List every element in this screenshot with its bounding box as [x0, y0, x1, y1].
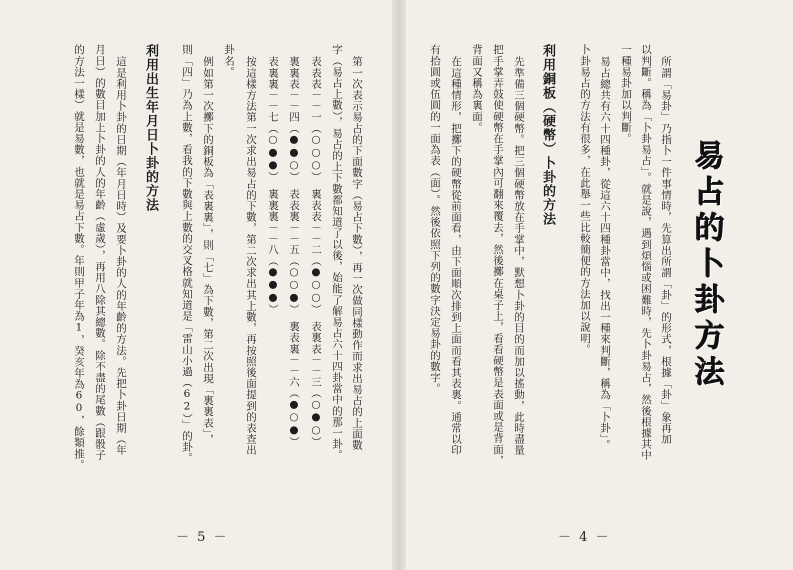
- paragraph-line: 一種易卦加以判斷。: [620, 44, 632, 144]
- paragraph-line: 這是利用卜卦的日期（年月日時）及要卜卦的人的年齡的方法。先把卜卦日期（年: [115, 56, 127, 456]
- page-number: － 4 －: [558, 530, 611, 545]
- paragraph-line: 易占總共有六十四種卦，從這六十四種卦當中，找出一種來判斷，稱為「卜卦」。: [599, 56, 611, 451]
- paragraph-line: 字（易占上數），易占的上下數都知道了以後，始能了解易占六十四卦當中的那一卦。: [331, 44, 343, 461]
- table-line: 表裏裏－－七（○●●） 裏裏裏－－八（●●●）: [267, 56, 279, 316]
- book-gutter: [392, 0, 406, 570]
- paragraph-line: 背面又稱為裏面。: [471, 44, 483, 133]
- section-heading: 利用出生年月日卜卦的方法: [143, 44, 158, 212]
- chapter-title: 易占的卜卦方法: [689, 140, 724, 392]
- paragraph-line: 卦名。: [223, 44, 235, 78]
- paragraph-line: 以判斷。稱為「卜卦易占」。就是說，遇到煩惱或困難時，先卜卦易占，然後根據其中: [640, 44, 652, 461]
- table-line: 表表表－－一（○○○） 裏表表－－二（●○○） 表裏表－－三（○●○）: [310, 56, 322, 448]
- paragraph-line: 有拾圓或伍圓的一面為表（面）。然後依照下列的數字決定易卦的數字。: [429, 44, 441, 394]
- right-page: [406, 0, 793, 570]
- paragraph-line: 卜卦易占的方法有很多，在此舉一些比較簡便的方法加以說明。: [579, 44, 591, 355]
- paragraph-line: 第一次表示易占的下面數字（易占下數），再一次做同樣動作而求出易占的上面數: [351, 56, 363, 451]
- paragraph-line: 月日）的數目加上卜卦的人的年齡（虛歲），再用八除其總數。除不盡的尾數（跟骰子: [94, 44, 106, 461]
- paragraph-line: 先準備三個硬幣。把三個硬幣放在手掌中，默想卜卦的目的而加以搖動，此時盡量: [513, 56, 525, 456]
- page-number: － 5 －: [176, 530, 229, 545]
- paragraph-line: 所謂「易卦」乃指卜一件事情時，先算出所謂「卦」的形式，根據「卦」象再加: [660, 56, 672, 445]
- paragraph-line: 按這樣方法第一次求出易占的下數，第二次求出其上數，再按照後面提到的表查出: [245, 56, 257, 456]
- section-heading: 利用銅板（硬幣）卜卦的方法: [540, 44, 555, 226]
- table-line: 裏裏表－－四（●●○） 表表裏－－五（○○●） 裏表裏－－六（●○●）: [288, 56, 300, 448]
- paragraph-line: 則「四」乃為上數，看我的下數與上數的交叉格就知道是「雷山小過（62）」的卦。: [181, 44, 193, 464]
- paragraph-line: 把手掌弄鼓使硬幣在手掌內可翻來覆去，然後擲在桌子上，看看硬幣是表面或是背面，: [492, 44, 504, 466]
- paragraph-line: 的方法一樣）就是易數，也就是易占下數。年則甲子年為1，癸亥年為60，餘類推。: [73, 44, 85, 471]
- paragraph-line: 在這種情形，把擲下的硬幣從前面看，由下面順次排到上面而看其表裏。通常以印: [450, 56, 462, 456]
- left-page: [0, 0, 392, 570]
- paragraph-line: 例如第一次擲下的銅板為「表裏裏」，則「七」為下數，第二次出現「裏裏表」，: [202, 56, 214, 446]
